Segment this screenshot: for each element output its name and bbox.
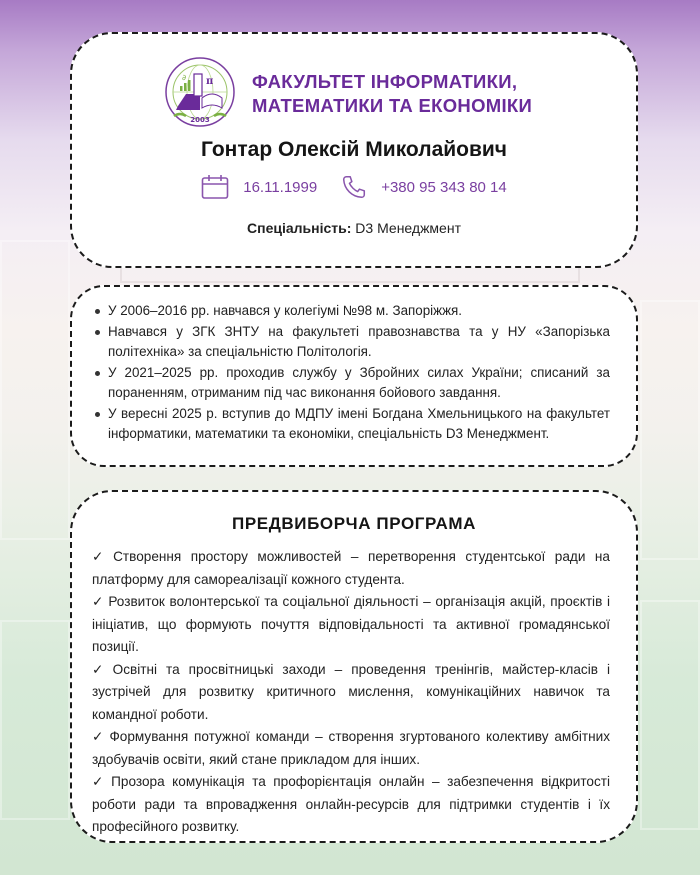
program-item-text: Прозора комунікація та профорієнтація онлайн – забезпечення відкритості роботи ради та впровадження онлайн-ресурсів для підтримки студентів і їх професійного розвитку. — [92, 774, 611, 834]
specialty-label: Спеціальність: — [247, 220, 352, 236]
checkmark-icon: ✓ — [92, 661, 109, 677]
program-item-text: Розвиток волонтерської та соціальної діяльності – організація акцій, проєктів і ініціатив, що формують почуття відповідальності та активної громадянської позиції. — [92, 594, 611, 654]
program-item — [92, 771, 610, 839]
program-list — [92, 546, 610, 839]
faculty-logo-icon — [160, 54, 240, 134]
phone-icon — [341, 174, 367, 200]
checkmark-icon: ✓ — [92, 549, 110, 564]
svg-text:2003: 2003 — [190, 116, 210, 124]
calendar-icon — [201, 174, 229, 200]
phone-value[interactable]: +380 95 343 80 14 — [381, 178, 507, 196]
specialty-value: D3 Менеджмент — [355, 220, 461, 236]
program-item-text: Формування потужної команди – створення згуртованого колективу амбітних здобувачів освіти, який стане прикладом для інших. — [92, 729, 611, 767]
contact-info — [72, 174, 636, 200]
svg-text:π: π — [206, 76, 214, 87]
program-item — [92, 726, 610, 771]
checkmark-icon: ✓ — [92, 594, 105, 609]
program-item-text: Створення простору можливостей – перетворення студентської ради на платформу для самореалізації кожного студента. — [92, 549, 610, 587]
biography-card — [70, 285, 638, 467]
svg-text:∂: ∂ — [182, 73, 187, 82]
biography-list — [94, 301, 610, 445]
biography-item: У вересні 2025 р. вступив до МДПУ імені Богдана Хмельницького на факультет інформатики, математики та економіки, спеціальність D3 Менеджмент. — [94, 404, 610, 445]
phone[interactable] — [341, 174, 507, 200]
program-item — [92, 546, 610, 591]
checkmark-icon: ✓ — [92, 729, 106, 744]
biography-item: Навчався у ЗГК ЗНТУ на факультеті правознавства та у НУ «Запорізька політехніка» за спеціальністю Політологія. — [94, 322, 610, 363]
specialty — [72, 220, 636, 236]
candidate-name: Гонтар Олексій Миколайович — [201, 138, 507, 161]
birth-date-value: 16.11.1999 — [243, 178, 318, 196]
election-program-card — [70, 490, 638, 843]
faculty-branding — [160, 54, 532, 134]
faculty-title — [252, 70, 532, 118]
faculty-title-line-2: МАТЕМАТИКИ ТА ЕКОНОМІКИ — [252, 95, 533, 116]
program-item — [92, 659, 610, 727]
biography-item: У 2021–2025 рр. проходив службу у Збройних силах України; списаний за пораненням, отриманим під час виконання бойового завдання. — [94, 363, 610, 404]
faculty-title-line-1: ФАКУЛЬТЕТ ІНФОРМАТИКИ, — [252, 71, 518, 92]
biography-item: У 2006–2016 рр. навчався у колегіумі №98 м. Запоріжжя. — [94, 301, 610, 322]
checkmark-icon: ✓ — [92, 774, 108, 789]
profile-header-card — [70, 32, 638, 268]
birth-date — [201, 174, 317, 200]
program-item-text: Освітні та просвітницькі заходи – проведення тренінгів, майстер-класів і зустрічей для розвитку критичного мислення, комунікаційних навичок та командної роботи. — [92, 661, 610, 722]
program-title: ПРЕДВИБОРЧА ПРОГРАМА — [232, 514, 476, 533]
program-item — [92, 591, 610, 659]
